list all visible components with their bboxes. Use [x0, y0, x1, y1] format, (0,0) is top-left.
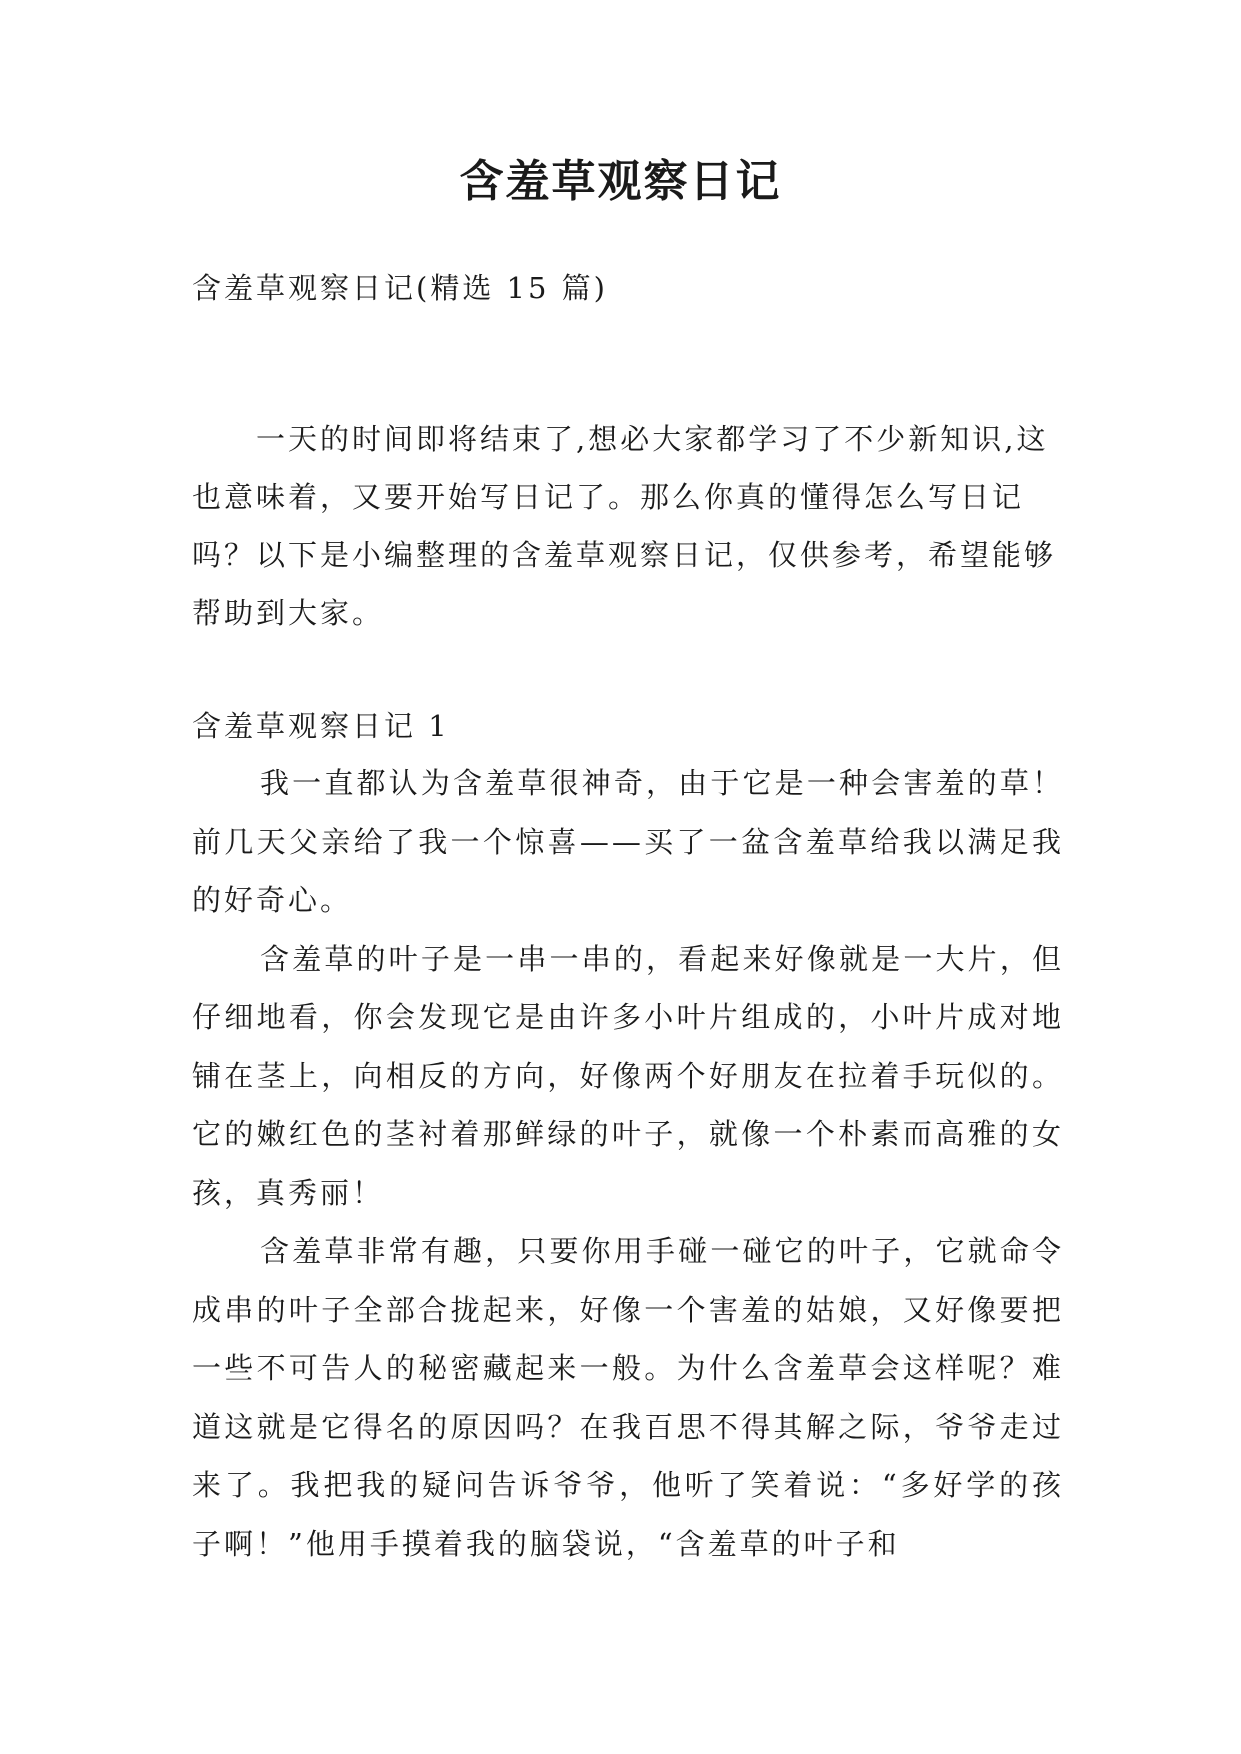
- intro-paragraph: 一天的时间即将结束了,想必大家都学习了不少新知识,这也意味着，又要开始写日记了。那么你真的懂得怎么写日记吗？以下是小编整理的含羞草观察日记，仅供参考，希望能够帮助到大家。: [192, 422, 1057, 630]
- body-paragraph: 含羞草的叶子是一串一串的，看起来好像就是一大片，但仔细地看，你会发现它是由许多小叶片组成的，小叶片成对地铺在茎上，向相反的方向，好像两个好朋友在拉着手玩似的。它的嫩红色的茎衬着那鲜绿的叶子，就像一个朴素而高雅的女孩，真秀丽！: [192, 941, 1064, 1210]
- section-heading: 含羞草观察日记 1: [192, 709, 450, 743]
- document-subtitle: 含羞草观察日记(精选 15 篇): [192, 271, 608, 305]
- document-title: 含羞草观察日记: [459, 156, 782, 207]
- body-paragraph: 含羞草非常有趣，只要你用手碰一碰它的叶子，它就命令成串的叶子全部合拢起来，好像一个害羞的姑娘，又好像要把一些不可告人的秘密藏起来一般。为什么含羞草会这样呢？难道这就是它得名的原因吗？在我百思不得其解之际，爷爷走过来了。我把我的疑问告诉爷爷，他听了笑着说：“多好学的孩子啊！”他用手摸着我的脑袋说，“含羞草的叶子和: [192, 1234, 1064, 1561]
- section-body: [192, 754, 1064, 1573]
- body-paragraph: 我一直都认为含羞草很神奇，由于它是一种会害羞的草！前几天父亲给了我一个惊喜——买了一盆含羞草给我以满足我的好奇心。: [192, 766, 1064, 917]
